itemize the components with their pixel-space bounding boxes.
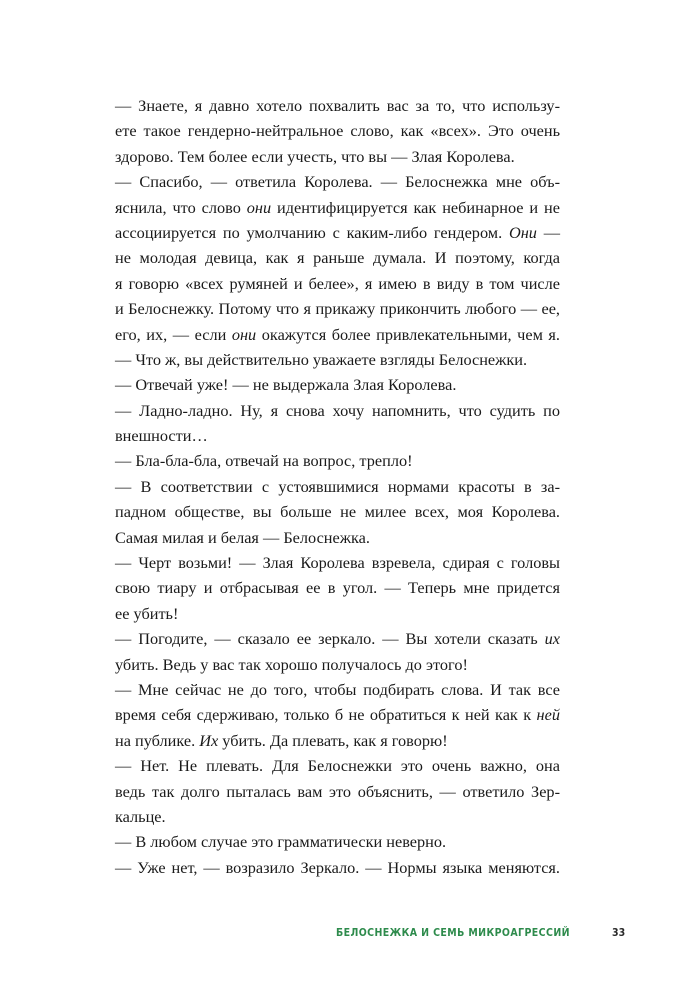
text-line: не молодая девица, как я раньше думала. И поэтому, когда	[115, 248, 560, 268]
text-line: — Знаете, я давно хотело похвалить вас за то, что использу-	[115, 96, 560, 115]
text-line: — Нет. Не плевать. Для Белоснежки это очень важно, она	[115, 756, 560, 776]
text-line: — Что ж, вы действительно уважаете взгляды Белоснежки.	[115, 349, 528, 369]
text-line: его, их, — если они окажутся более привлекательными, чем я.	[115, 324, 560, 344]
text-line: — Уже нет, — возразило Зеркало. — Нормы языка меняются.	[115, 857, 560, 877]
text-line: ее убить!	[115, 603, 179, 623]
text-line: убить. Ведь у вас так хорошо получалось до этого!	[115, 654, 468, 674]
text-line: яснила, что слово они идентифицируется как небинарное и не	[115, 197, 560, 217]
text-line: — В любом случае это грамматически неверно.	[115, 832, 447, 852]
text-line: — Спасибо, — ответила Королева. — Белоснежка мне объ-	[115, 172, 560, 192]
text-line: — Погодите, — сказало ее зеркало. — Вы хотели сказать их	[115, 629, 560, 649]
text-line: — Мне сейчас не до того, чтобы подбирать слова. И так все	[115, 679, 560, 699]
running-head: БЕЛОСНЕЖКА И СЕМЬ МИКРОАГРЕССИЙ	[336, 927, 570, 939]
text-line: — В соответствии с устоявшимися нормами красоты в за-	[115, 476, 560, 496]
text-line: — Отвечай уже! — не выдержала Злая Королева.	[115, 375, 457, 395]
text-line: свою тиару и отбрасывая ее в угол. — Теперь мне придется	[115, 578, 560, 598]
text-line: — Ладно-ладно. Ну, я снова хочу напомнить, что судить по	[115, 400, 560, 420]
text-line: и Белоснежку. Потому что я прикажу прикончить любого — ее,	[115, 299, 560, 319]
text-line: на публике. Их убить. Да плевать, как я говорю!	[115, 730, 448, 750]
text-line: ассоциируется по умолчанию с каким-либо гендером. Они —	[115, 222, 560, 242]
text-line: Самая милая и белая — Белоснежка.	[115, 527, 370, 547]
page-number: 33	[612, 927, 626, 939]
text-line: кальце.	[115, 806, 166, 826]
body-text	[115, 93, 560, 880]
text-line: — Бла-бла-бла, отвечай на вопрос, трепло!	[115, 451, 413, 471]
text-line: ведь так долго пыталась вам это объяснить, — ответило Зер-	[115, 781, 560, 801]
text-line: я говорю «всех румяней и белее», я имею в виду в том числе	[115, 273, 560, 293]
text-line: время себя сдерживаю, только б не обратиться к ней как к ней	[115, 705, 560, 725]
text-line: падном обществе, вы больше не милее всех, моя Королева.	[115, 502, 560, 522]
text-line: здорово. Тем более если учесть, что вы — Злая Королева.	[115, 146, 515, 166]
text-line: ете такое гендерно-нейтральное слово, как «всех». Это очень	[115, 121, 560, 141]
text-line: — Черт возьми! — Злая Королева взревела, сдирая с головы	[115, 553, 560, 573]
text-line: внешности…	[115, 426, 208, 446]
